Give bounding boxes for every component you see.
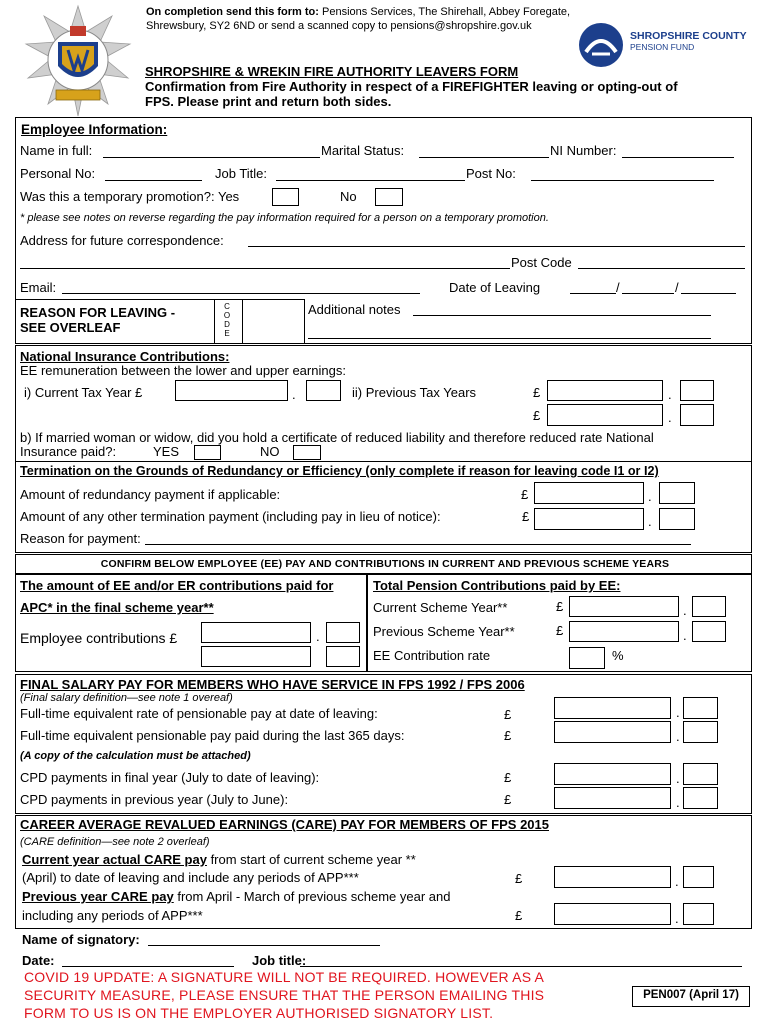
completion-instructions: On completion send this form to: Pensions Services, The Shirehall, Abbey Foregate,: [146, 6, 571, 18]
cpd-previous-year-label: CPD payments in previous year (July to June):: [20, 792, 289, 807]
reason-for-payment-field[interactable]: [145, 544, 691, 545]
last-365-pence-box[interactable]: [683, 721, 718, 743]
previous-tax-years-label: ii) Previous Tax Years: [352, 385, 477, 400]
apc-heading: The amount of EE and/or ER contributions paid for: [20, 578, 334, 593]
current-tax-pence-box[interactable]: [306, 380, 341, 401]
temp-promotion-label: Was this a temporary promotion?: Yes: [20, 189, 240, 204]
decimal-point: .: [675, 874, 679, 889]
post-no-label: Post No:: [466, 166, 516, 181]
ee-contribution-rate-box[interactable]: [569, 647, 605, 669]
additional-notes-line2[interactable]: [308, 338, 711, 339]
additional-notes-label: Additional notes: [308, 302, 401, 317]
pound-sign: £: [533, 408, 541, 423]
reduced-rate-yes-checkbox[interactable]: [194, 445, 221, 460]
decimal-point: .: [676, 729, 680, 744]
fte-rate-pounds-box[interactable]: [554, 697, 671, 719]
reason-for-payment-label: Reason for payment:: [20, 531, 141, 546]
form-subtitle-2: FPS. Please print and return both sides.: [145, 94, 392, 109]
current-tax-year-label: i) Current Tax Year £: [24, 385, 143, 400]
final-salary-definition: (Final salary definition—see note 1 overeaf): [20, 692, 233, 704]
ni-ee-text: EE remuneration between the lower and upper earnings:: [20, 363, 346, 378]
previous-tax-pounds-box-1[interactable]: [547, 380, 663, 401]
reduced-rate-no-label: NO: [260, 444, 280, 459]
apc-heading-2: APC* in the final scheme year**: [20, 600, 214, 615]
signatory-date-label: Date:: [22, 953, 55, 968]
other-termination-pence-box[interactable]: [659, 508, 695, 530]
date-separator: /: [675, 280, 679, 295]
last-365-pounds-box[interactable]: [554, 721, 671, 743]
post-no-field[interactable]: [531, 180, 714, 181]
code-letter: C: [224, 302, 230, 311]
reason-code-field[interactable]: [243, 300, 304, 343]
total-contributions-heading: Total Pension Contributions paid by EE:: [373, 578, 621, 593]
pound-sign: £: [533, 385, 541, 400]
ni-number-label: NI Number:: [550, 143, 617, 158]
fire-authority-crest-icon: [22, 4, 134, 122]
pension-fund-logo-icon: [578, 22, 624, 68]
previous-care-pay-label: Previous year CARE pay from April - March of previous scheme year and: [22, 889, 451, 904]
previous-tax-pounds-box-2[interactable]: [547, 404, 663, 426]
additional-notes-line1[interactable]: [413, 315, 711, 316]
pound-sign: £: [515, 871, 523, 886]
signatory-name-field[interactable]: [148, 945, 380, 946]
cpd-final-pence-box[interactable]: [683, 763, 718, 785]
name-label: Name in full:: [20, 143, 93, 158]
name-field[interactable]: [103, 157, 320, 158]
pound-sign: £: [504, 770, 512, 785]
other-termination-payment-label: Amount of any other termination payment (including pay in lieu of notice):: [20, 509, 441, 524]
pound-sign: £: [521, 487, 529, 502]
reason-for-leaving-sub: SEE OVERLEAF: [20, 320, 121, 335]
employee-contributions-label: Employee contributions £: [20, 630, 178, 646]
pound-sign: £: [515, 908, 523, 923]
pound-sign: £: [522, 509, 530, 524]
leaving-day-field[interactable]: [570, 293, 616, 294]
date-separator: /: [616, 280, 620, 295]
previous-care-pounds-box[interactable]: [554, 903, 671, 925]
previous-tax-pence-box-2[interactable]: [680, 404, 714, 426]
employee-info-heading: Employee Information:: [21, 122, 168, 137]
signatory-name-label: Name of signatory:: [22, 932, 140, 947]
previous-care-pence-box[interactable]: [683, 903, 714, 925]
pound-sign: £: [504, 792, 512, 807]
decimal-point: .: [676, 705, 680, 720]
signatory-job-title-field[interactable]: [300, 966, 742, 967]
current-tax-pounds-box[interactable]: [175, 380, 288, 401]
reason-for-leaving-label: REASON FOR LEAVING -: [20, 305, 176, 320]
pension-fund-logo: SHROPSHIRE COUNTY PENSION FUND: [578, 22, 748, 68]
form-title: SHROPSHIRE & WREKIN FIRE AUTHORITY LEAVERS FORM: [145, 64, 519, 79]
code-letter: D: [224, 320, 230, 329]
temp-promotion-no-checkbox[interactable]: [375, 188, 403, 206]
code-label: [222, 302, 232, 338]
personal-no-label: Personal No:: [20, 166, 96, 181]
decimal-point: .: [648, 514, 652, 529]
previous-scheme-pounds-box[interactable]: [569, 621, 679, 642]
form-code: PEN007 (April 17): [643, 989, 739, 1001]
cpd-final-pounds-box[interactable]: [554, 763, 671, 785]
previous-scheme-year-label: Previous Scheme Year**: [373, 624, 515, 639]
current-scheme-pence-box[interactable]: [692, 596, 726, 617]
ni-number-field[interactable]: [622, 157, 734, 158]
address-label: Address for future correspondence:: [20, 233, 224, 248]
confirm-banner-text: CONFIRM BELOW EMPLOYEE (EE) PAY AND CONTRIBUTIONS IN CURRENT AND PREVIOUS SCHEME YEARS: [100, 558, 670, 570]
current-care-pay-label: Current year actual CARE pay from start of current scheme year **: [22, 852, 416, 867]
calculation-copy-note: (A copy of the calculation must be attached): [20, 750, 251, 762]
post-code-field[interactable]: [578, 268, 745, 269]
redundancy-pence-box[interactable]: [659, 482, 695, 504]
marital-status-label: Marital Status:: [321, 143, 405, 158]
decimal-point: .: [648, 489, 652, 504]
form-subtitle: Confirmation from Fire Authority in respect of a FIREFIGHTER leaving or opting-out of: [145, 79, 678, 94]
redundancy-pounds-box[interactable]: [534, 482, 644, 504]
current-care-pounds-box[interactable]: [554, 866, 671, 888]
cpd-previous-pence-box[interactable]: [683, 787, 718, 809]
signatory-date-field[interactable]: [62, 966, 234, 967]
cpd-final-year-label: CPD payments in final year (July to date of leaving):: [20, 770, 320, 785]
apc-er-pounds-box-2[interactable]: [201, 646, 311, 667]
fte-rate-pence-box[interactable]: [683, 697, 718, 719]
temp-promotion-no-label: No: [340, 189, 357, 204]
temp-promotion-note: * please see notes on reverse regarding the pay information required for a person on a temporary promotion.: [20, 212, 549, 224]
personal-no-field[interactable]: [105, 180, 202, 181]
divider: [214, 299, 215, 344]
decimal-point: .: [683, 628, 687, 643]
divider: [15, 461, 752, 462]
code-letter: O: [223, 311, 231, 320]
completion-address: Shrewsbury, SY2 6ND or send a scanned copy to pensions@shropshire.gov.uk: [146, 20, 532, 32]
decimal-point: .: [676, 795, 680, 810]
pound-sign: £: [504, 707, 512, 722]
temp-promotion-yes-checkbox[interactable]: [272, 188, 299, 206]
date-of-leaving-label: Date of Leaving: [449, 280, 541, 295]
percent-sign: %: [612, 648, 624, 663]
covid-notice: COVID 19 UPDATE: A SIGNATURE WILL NOT BE REQUIRED. HOWEVER AS A: [24, 969, 545, 985]
termination-heading: Termination on the Grounds of Redundancy or Efficiency (only complete if reason for leaving code I1 or I2): [20, 464, 659, 478]
ni-heading: National Insurance Contributions:: [20, 349, 230, 364]
leaving-year-field[interactable]: [681, 293, 736, 294]
pound-sign: £: [504, 728, 512, 743]
email-label: Email:: [20, 280, 57, 295]
final-salary-heading: FINAL SALARY PAY FOR MEMBERS WHO HAVE SERVICE IN FPS 1992 / FPS 2006: [20, 677, 525, 692]
fte-rate-label: Full-time equivalent rate of pensionable pay at date of leaving:: [20, 706, 378, 721]
other-termination-pounds-box[interactable]: [534, 508, 644, 530]
covid-notice-2: SECURITY MEASURE, PLEASE ENSURE THAT THE PERSON EMAILING THIS: [24, 987, 545, 1003]
decimal-point: .: [668, 410, 672, 425]
current-care-pay-label-2: (April) to date of leaving and include any periods of APP***: [22, 870, 359, 885]
ee-contribution-rate-label: EE Contribution rate: [373, 648, 491, 663]
job-title-field[interactable]: [276, 180, 465, 181]
reduced-rate-no-checkbox[interactable]: [293, 445, 321, 460]
previous-tax-pence-box-1[interactable]: [680, 380, 714, 401]
covid-notice-3: FORM TO US IS ON THE EMPLOYER AUTHORISED SIGNATORY LIST.: [24, 1005, 494, 1021]
previous-scheme-pence-box[interactable]: [692, 621, 726, 642]
apc-ee-pounds-box-1[interactable]: [201, 622, 311, 643]
marital-status-field[interactable]: [419, 157, 549, 158]
apc-er-pence-box-2[interactable]: [326, 646, 360, 667]
current-care-pence-box[interactable]: [683, 866, 714, 888]
address-field-line2[interactable]: [20, 268, 510, 269]
cpd-previous-pounds-box[interactable]: [554, 787, 671, 809]
signatory-job-title-label: Job title:: [252, 953, 307, 968]
previous-care-pay-label-2: including any periods of APP***: [22, 908, 203, 923]
reduced-rate-question: b) If married woman or widow, did you hold a certificate of reduced liability and therefore reduced rate National: [20, 430, 654, 445]
pound-sign: £: [556, 623, 564, 638]
care-definition: (CARE definition—see note 2 overleaf): [20, 836, 210, 848]
current-scheme-year-label: Current Scheme Year**: [373, 600, 508, 615]
last-365-days-label: Full-time equivalent pensionable pay paid during the last 365 days:: [20, 728, 405, 743]
email-field[interactable]: [62, 293, 420, 294]
job-title-label: Job Title:: [215, 166, 268, 181]
decimal-point: .: [316, 629, 320, 644]
decimal-point: .: [675, 911, 679, 926]
care-heading: CAREER AVERAGE REVALUED EARNINGS (CARE) PAY FOR MEMBERS OF FPS 2015: [20, 817, 549, 832]
current-scheme-pounds-box[interactable]: [569, 596, 679, 617]
divider: [304, 299, 305, 344]
decimal-point: .: [668, 387, 672, 402]
decimal-point: .: [676, 771, 680, 786]
post-code-label: Post Code: [511, 255, 572, 270]
decimal-point: .: [292, 387, 296, 402]
redundancy-payment-label: Amount of redundancy payment if applicable:: [20, 487, 281, 502]
reduced-rate-yes-label: YES: [153, 444, 180, 459]
apc-ee-pence-box-1[interactable]: [326, 622, 360, 643]
reduced-rate-question-2: Insurance paid?:: [20, 444, 117, 459]
address-field-line1[interactable]: [248, 246, 745, 247]
decimal-point: .: [683, 603, 687, 618]
leaving-month-field[interactable]: [622, 293, 674, 294]
code-letter: E: [224, 329, 230, 338]
pound-sign: £: [556, 599, 564, 614]
